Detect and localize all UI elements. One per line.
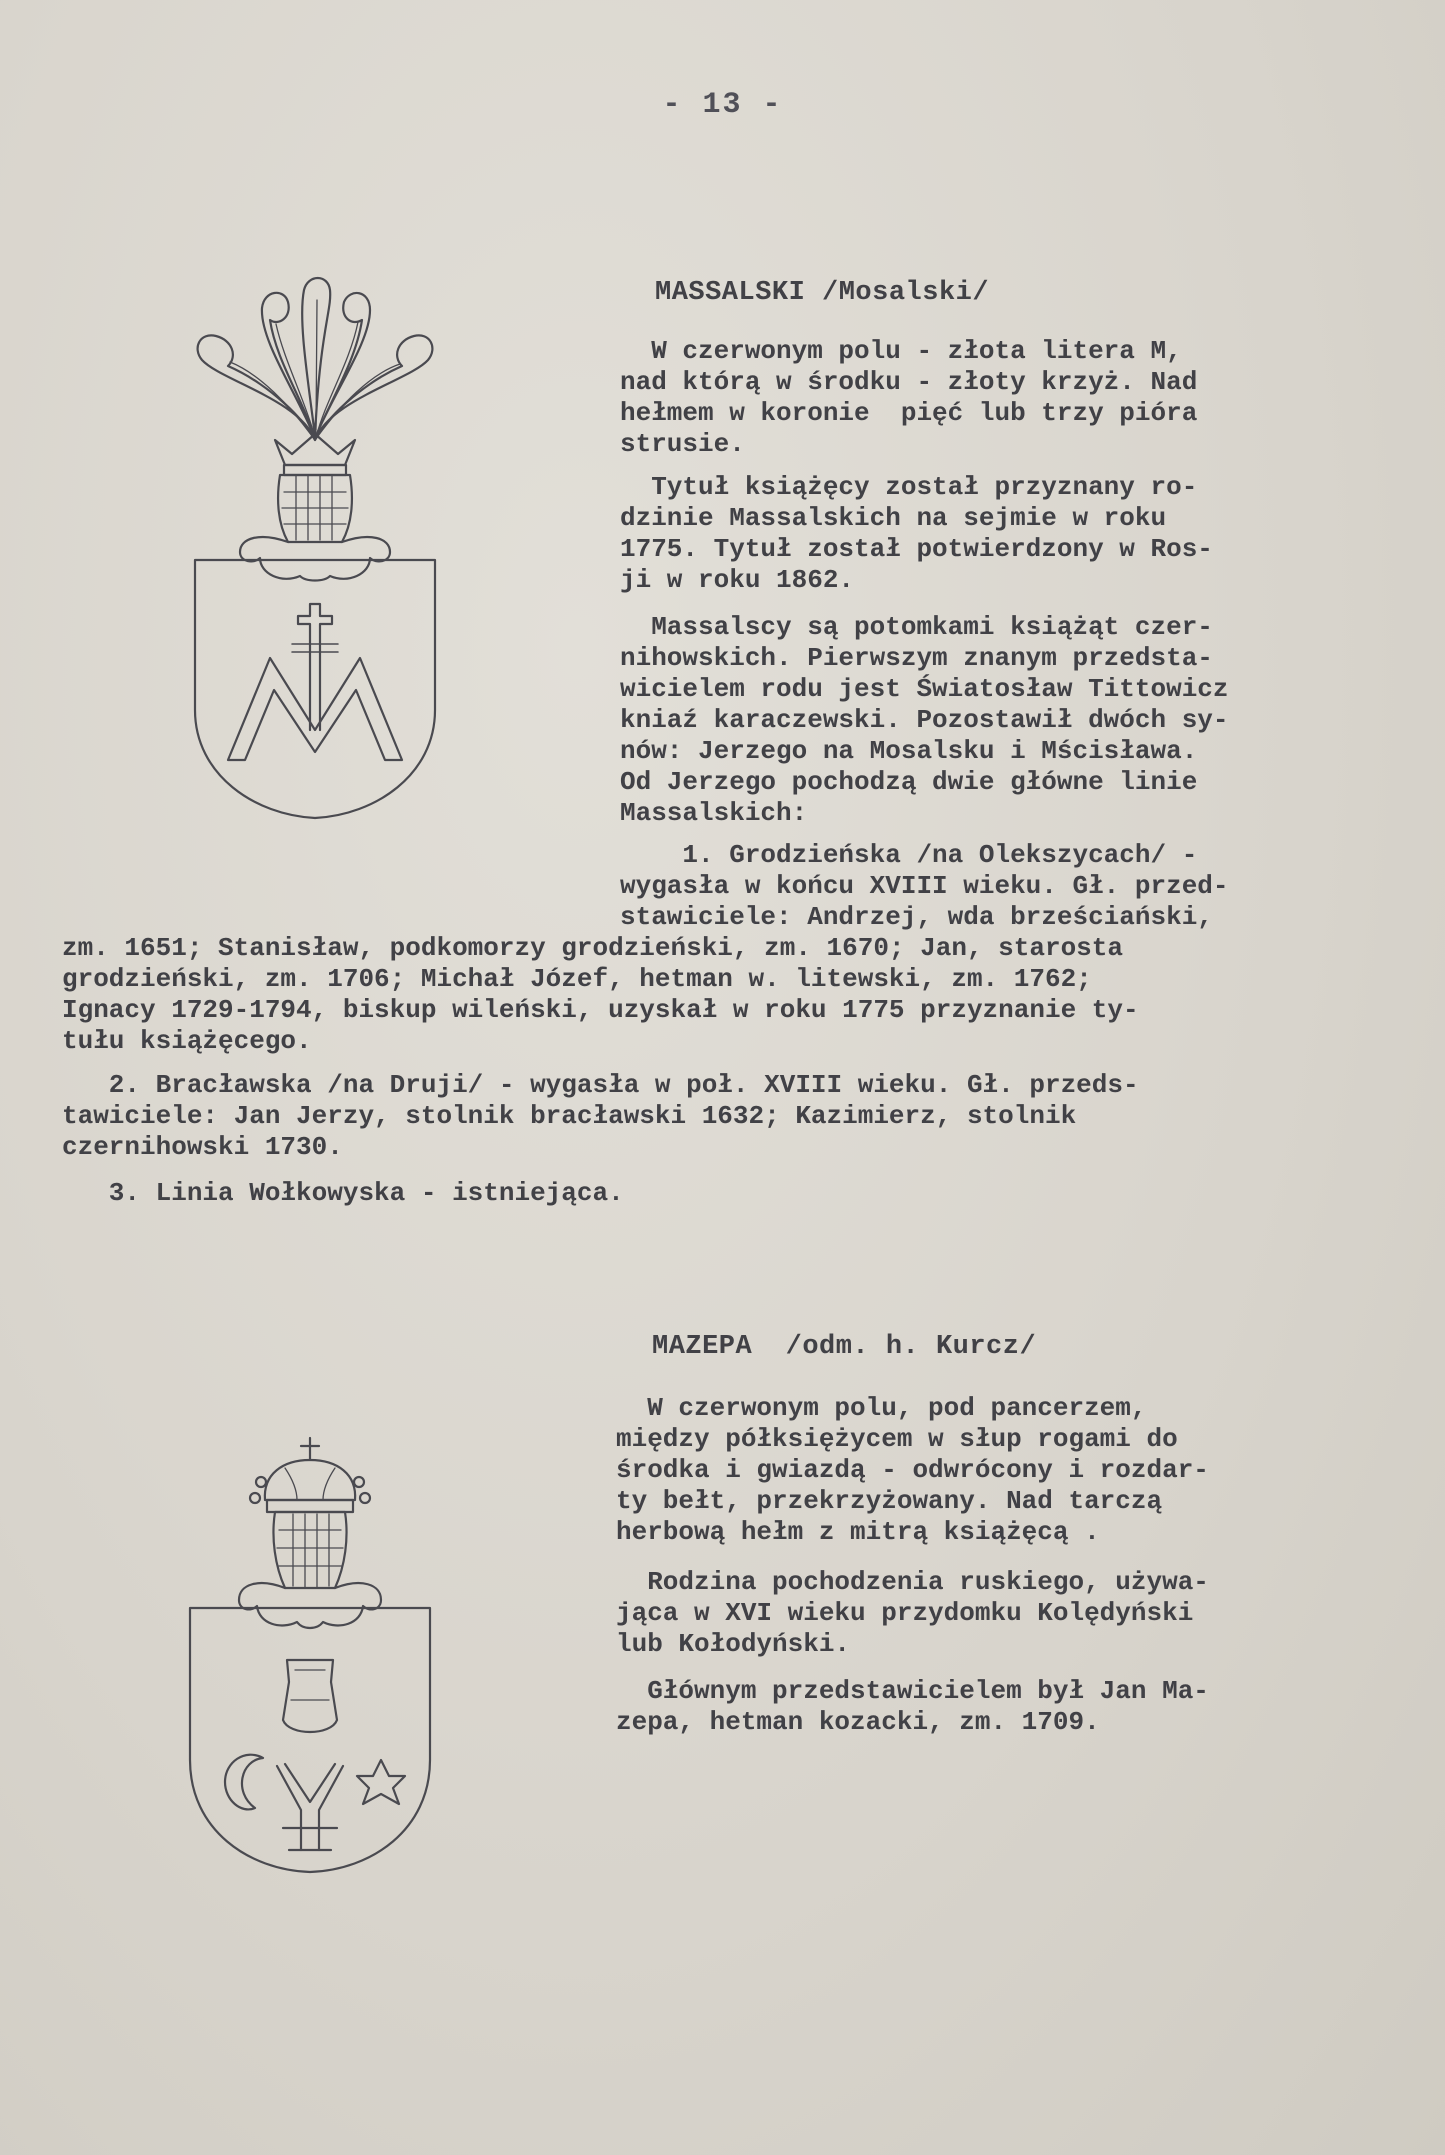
paragraph-line-wolkowyska: 3. Linia Wołkowyska - istniejąca. (62, 1178, 624, 1208)
paragraph-blazon-mazepa: W czerwonym polu, pod pancerzem, między półksiężycem w słup rogami do środka i gwiazdą - odwrócony i rozdar- ty bełt, przekrzyżowany. Nad tarczą herbową hełm z mitrą książęcą . (616, 1393, 1209, 1547)
paragraph-origin-massalski: Massalscy są potomkami książąt czer- nihowskich. Pierwszym znanym przedsta- wicielem rodu jest Światosław Tittowicz kniaź karaczewski. Pozostawił dwóch sy- nów: Jerzego na Mosalsku i Mścisława. Od Jerzego pochodzą dwie główne linie Massalskich: (620, 612, 1229, 828)
coat-of-arms-mazepa-icon (185, 1430, 435, 1890)
paragraph-line-braclawska: 2. Bracławska /na Druji/ - wygasła w poł. XVIII wieku. Gł. przeds- tawiciele: Jan Jerzy, stolnik bracławski 1632; Kazimierz, stolnik czernihowski 1730. (62, 1070, 1139, 1162)
entry-title-mazepa: MAZEPA /odm. h. Kurcz/ (652, 1332, 1037, 1362)
coat-of-arms-massalski-icon (180, 270, 450, 830)
paragraph-representative-mazepa: Głównym przedstawicielem był Jan Ma- zepa, hetman kozacki, zm. 1709. (616, 1676, 1209, 1737)
entry-title-massalski: MASSALSKI /Mosalski/ (655, 278, 990, 308)
paragraph-title-massalski: Tytuł książęcy został przyznany ro- dzinie Massalskich na sejmie w roku 1775. Tytuł został potwierdzony w Ros- ji w roku 1862. (620, 472, 1213, 595)
paragraph-blazon-massalski: W czerwonym polu - złota litera M, nad którą w środku - złoty krzyż. Nad hełmem w koronie pięć lub trzy pióra strusie. (620, 336, 1198, 459)
paragraph-family-mazepa: Rodzina pochodzenia ruskiego, używa- jąca w XVI wieku przydomku Kolędyński lub Kołodyński. (616, 1567, 1209, 1659)
page-number: - 13 - (662, 88, 783, 122)
paragraph-line-grodzienska: 1. Grodzieńska /na Olekszycach/ - wygasła w końcu XVIII wieku. Gł. przed- stawiciele: Andrzej, wda brześciański, (620, 840, 1229, 932)
paragraph-line-grodzienska-cont: zm. 1651; Stanisław, podkomorzy grodzieński, zm. 1670; Jan, starosta grodzieński, zm. 1706; Michał Józef, hetman w. litewski, zm. 1762; Ignacy 1729-1794, biskup wileński, uzyskał w roku 1775 przyznanie ty- tułu książęcego. (62, 933, 1139, 1056)
